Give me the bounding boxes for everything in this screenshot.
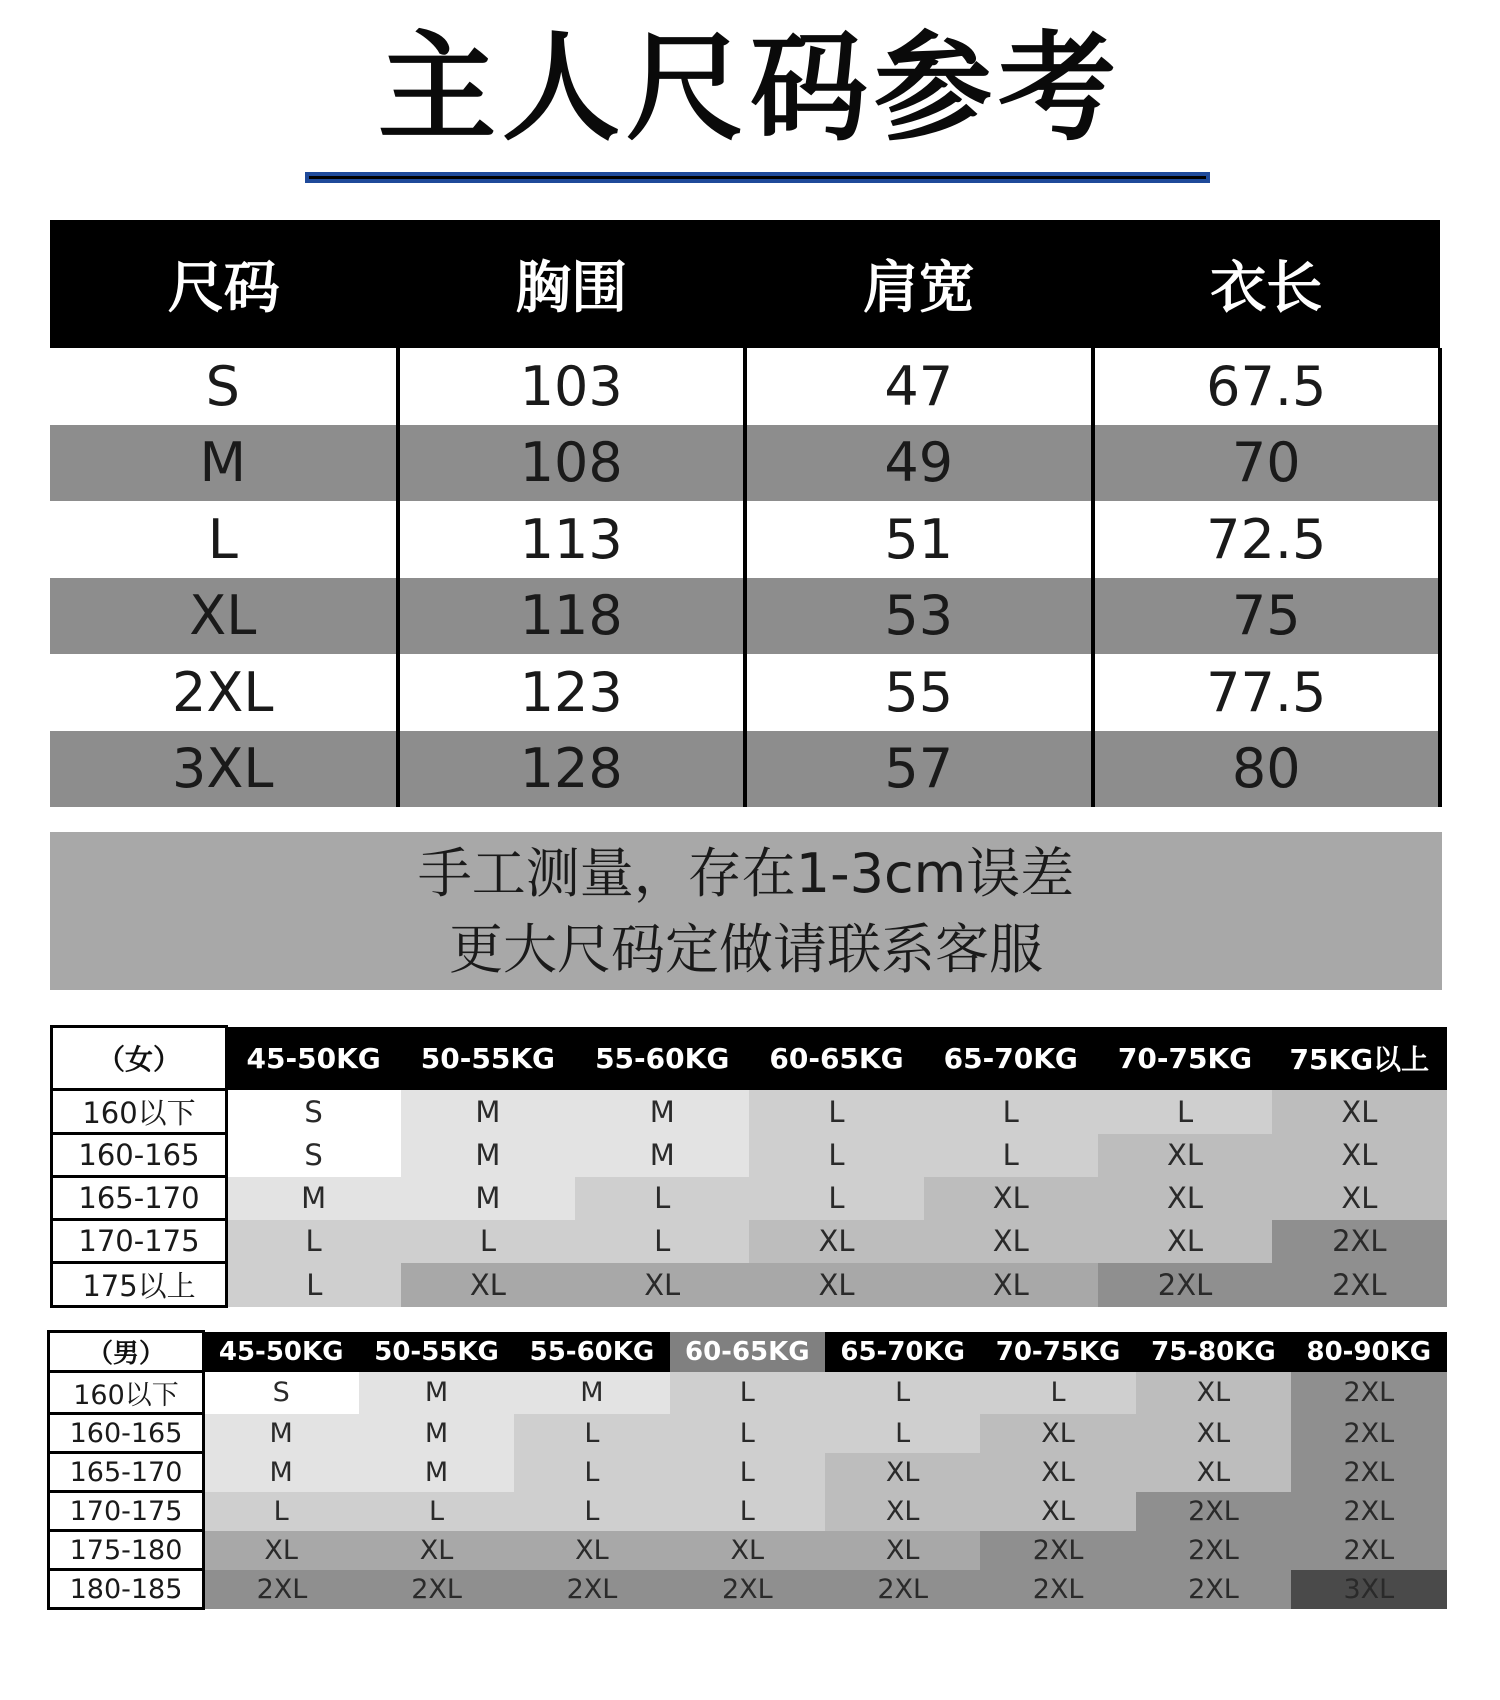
size-cell: XL (1098, 1177, 1272, 1220)
size-cell: M (575, 1090, 749, 1134)
table-row (49, 1414, 1447, 1453)
weight-header: 75-80KG (1136, 1332, 1291, 1372)
height-label: 160以下 (52, 1090, 227, 1134)
shoulder-cell: 53 (745, 578, 1093, 655)
size-cell: L (924, 1134, 1098, 1177)
size-cell: L (749, 1090, 923, 1134)
size-table (50, 220, 1442, 807)
length-cell: 72.5 (1093, 501, 1441, 578)
size-cell: 2XL (1136, 1492, 1291, 1531)
height-label: 165-170 (49, 1453, 204, 1492)
height-label: 180-185 (49, 1570, 204, 1609)
size-cell: XL (1136, 1453, 1291, 1492)
size-cell: XL (670, 1531, 825, 1570)
weight-header: 55-60KG (514, 1332, 669, 1372)
size-cell: XL (50, 578, 398, 655)
women-size-table (50, 1025, 1448, 1308)
height-label: 175以上 (52, 1263, 227, 1307)
size-cell: L (670, 1414, 825, 1453)
size-cell: M (50, 425, 398, 502)
size-cell: XL (980, 1453, 1135, 1492)
height-label: 175-180 (49, 1531, 204, 1570)
women-table-header (52, 1027, 1447, 1090)
size-cell: 2XL (980, 1570, 1135, 1609)
size-cell: L (401, 1220, 575, 1263)
size-cell: S (227, 1134, 401, 1177)
size-cell: M (204, 1414, 359, 1453)
size-cell: L (227, 1263, 401, 1307)
size-cell: L (670, 1372, 825, 1414)
weight-header: 70-75KG (1098, 1027, 1272, 1090)
shoulder-cell: 55 (745, 654, 1093, 731)
men-table-header (49, 1332, 1447, 1372)
size-cell: XL (980, 1492, 1135, 1531)
header-length: 衣长 (1093, 220, 1441, 348)
size-cell: L (514, 1414, 669, 1453)
table-row (49, 1453, 1447, 1492)
weight-header: 60-65KG (670, 1332, 825, 1372)
table-row (49, 1570, 1447, 1609)
size-cell: M (401, 1134, 575, 1177)
size-cell: XL (924, 1263, 1098, 1307)
size-cell: 2XL (1291, 1531, 1446, 1570)
weight-header: 70-75KG (980, 1332, 1135, 1372)
size-cell: 2XL (1291, 1414, 1446, 1453)
size-cell: S (227, 1090, 401, 1134)
size-cell: 2XL (980, 1531, 1135, 1570)
size-cell: M (359, 1453, 514, 1492)
size-cell: XL (1272, 1090, 1446, 1134)
size-cell: XL (1098, 1220, 1272, 1263)
weight-header: 50-55KG (359, 1332, 514, 1372)
size-cell: L (1098, 1090, 1272, 1134)
page-title: 主人尺码参考 (377, 19, 1122, 157)
size-cell: M (227, 1177, 401, 1220)
length-cell: 67.5 (1093, 348, 1441, 425)
note-line-2: 更大尺码定做请联系客服 (449, 918, 1043, 981)
size-cell: L (749, 1177, 923, 1220)
size-cell: 2XL (1291, 1492, 1446, 1531)
size-cell: L (825, 1372, 980, 1414)
chest-cell: 118 (398, 578, 746, 655)
size-cell: L (514, 1453, 669, 1492)
size-cell: L (670, 1453, 825, 1492)
weight-header: 45-50KG (227, 1027, 401, 1090)
table-row (52, 1220, 1447, 1263)
size-cell: M (575, 1134, 749, 1177)
table-row (49, 1372, 1447, 1414)
size-cell: XL (924, 1177, 1098, 1220)
table-row (50, 578, 1440, 655)
size-cell: L (514, 1492, 669, 1531)
size-cell: 2XL (1136, 1570, 1291, 1609)
size-cell: S (204, 1372, 359, 1414)
size-cell: L (825, 1414, 980, 1453)
table-row (49, 1531, 1447, 1570)
header-shoulder: 肩宽 (745, 220, 1093, 348)
header-size: 尺码 (50, 220, 398, 348)
size-cell: 2XL (1291, 1453, 1446, 1492)
size-cell: M (359, 1372, 514, 1414)
size-cell: 2XL (1272, 1263, 1446, 1307)
size-cell: XL (204, 1531, 359, 1570)
size-table-header (50, 220, 1440, 348)
note-line-1: 手工测量，存在1-3cm误差 (417, 842, 1075, 905)
weight-header: 60-65KG (749, 1027, 923, 1090)
size-cell: 2XL (514, 1570, 669, 1609)
size-cell: S (50, 348, 398, 425)
size-cell: L (924, 1090, 1098, 1134)
weight-header: 45-50KG (204, 1332, 359, 1372)
size-cell: M (514, 1372, 669, 1414)
shoulder-cell: 57 (745, 731, 1093, 808)
shoulder-cell: 51 (745, 501, 1093, 578)
size-cell: 2XL (1272, 1220, 1446, 1263)
size-cell: L (359, 1492, 514, 1531)
size-cell: 2XL (359, 1570, 514, 1609)
size-cell: 3XL (50, 731, 398, 808)
size-cell: XL (359, 1531, 514, 1570)
weight-header: 65-70KG (825, 1332, 980, 1372)
size-cell: L (575, 1220, 749, 1263)
length-cell: 70 (1093, 425, 1441, 502)
table-row (50, 501, 1440, 578)
size-cell: L (227, 1220, 401, 1263)
chest-cell: 128 (398, 731, 746, 808)
size-cell: XL (1136, 1414, 1291, 1453)
size-cell: L (575, 1177, 749, 1220)
table-row (50, 654, 1440, 731)
height-label: 160-165 (52, 1134, 227, 1177)
table-row (52, 1263, 1447, 1307)
height-label: 160-165 (49, 1414, 204, 1453)
weight-header: 65-70KG (924, 1027, 1098, 1090)
size-cell: 2XL (1291, 1372, 1446, 1414)
size-cell: XL (825, 1492, 980, 1531)
length-cell: 77.5 (1093, 654, 1441, 731)
women-corner-label: （女） (52, 1027, 227, 1090)
height-label: 170-175 (49, 1492, 204, 1531)
size-cell: 2XL (1136, 1531, 1291, 1570)
size-cell: XL (924, 1220, 1098, 1263)
size-cell: XL (514, 1531, 669, 1570)
chest-cell: 108 (398, 425, 746, 502)
size-cell: XL (1272, 1134, 1446, 1177)
size-cell: L (670, 1492, 825, 1531)
size-cell: XL (749, 1220, 923, 1263)
height-label: 165-170 (52, 1177, 227, 1220)
header-chest: 胸围 (398, 220, 746, 348)
size-cell: 2XL (670, 1570, 825, 1609)
table-row (52, 1090, 1447, 1134)
size-cell: M (401, 1177, 575, 1220)
size-cell: L (204, 1492, 359, 1531)
weight-header: 50-55KG (401, 1027, 575, 1090)
shoulder-cell: 49 (745, 425, 1093, 502)
size-cell: M (359, 1414, 514, 1453)
size-cell: L (749, 1134, 923, 1177)
men-size-table (47, 1330, 1448, 1610)
weight-header: 55-60KG (575, 1027, 749, 1090)
size-cell: L (50, 501, 398, 578)
length-cell: 80 (1093, 731, 1441, 808)
size-cell: M (401, 1090, 575, 1134)
size-cell: XL (825, 1453, 980, 1492)
size-cell: M (204, 1453, 359, 1492)
height-label: 170-175 (52, 1220, 227, 1263)
weight-header: 75KG以上 (1272, 1027, 1446, 1090)
chest-cell: 123 (398, 654, 746, 731)
table-row (50, 348, 1440, 425)
size-cell: 2XL (50, 654, 398, 731)
chest-cell: 113 (398, 501, 746, 578)
size-cell: 2XL (1098, 1263, 1272, 1307)
size-cell: L (980, 1372, 1135, 1414)
length-cell: 75 (1093, 578, 1441, 655)
chest-cell: 103 (398, 348, 746, 425)
size-cell: XL (575, 1263, 749, 1307)
table-row (52, 1177, 1447, 1220)
size-cell: XL (749, 1263, 923, 1307)
size-cell: 3XL (1291, 1570, 1446, 1609)
table-row (52, 1134, 1447, 1177)
size-cell: XL (401, 1263, 575, 1307)
size-cell: XL (1272, 1177, 1446, 1220)
size-cell: 2XL (204, 1570, 359, 1609)
men-corner-label: （男） (49, 1332, 204, 1372)
title-underline (305, 172, 1210, 183)
shoulder-cell: 47 (745, 348, 1093, 425)
size-cell: 2XL (825, 1570, 980, 1609)
size-cell: XL (1098, 1134, 1272, 1177)
weight-header: 80-90KG (1291, 1332, 1446, 1372)
size-cell: XL (1136, 1372, 1291, 1414)
table-row (49, 1492, 1447, 1531)
table-row (50, 731, 1440, 808)
size-cell: XL (825, 1531, 980, 1570)
measurement-note (50, 832, 1442, 990)
size-cell: XL (980, 1414, 1135, 1453)
height-label: 160以下 (49, 1372, 204, 1414)
table-row (50, 425, 1440, 502)
